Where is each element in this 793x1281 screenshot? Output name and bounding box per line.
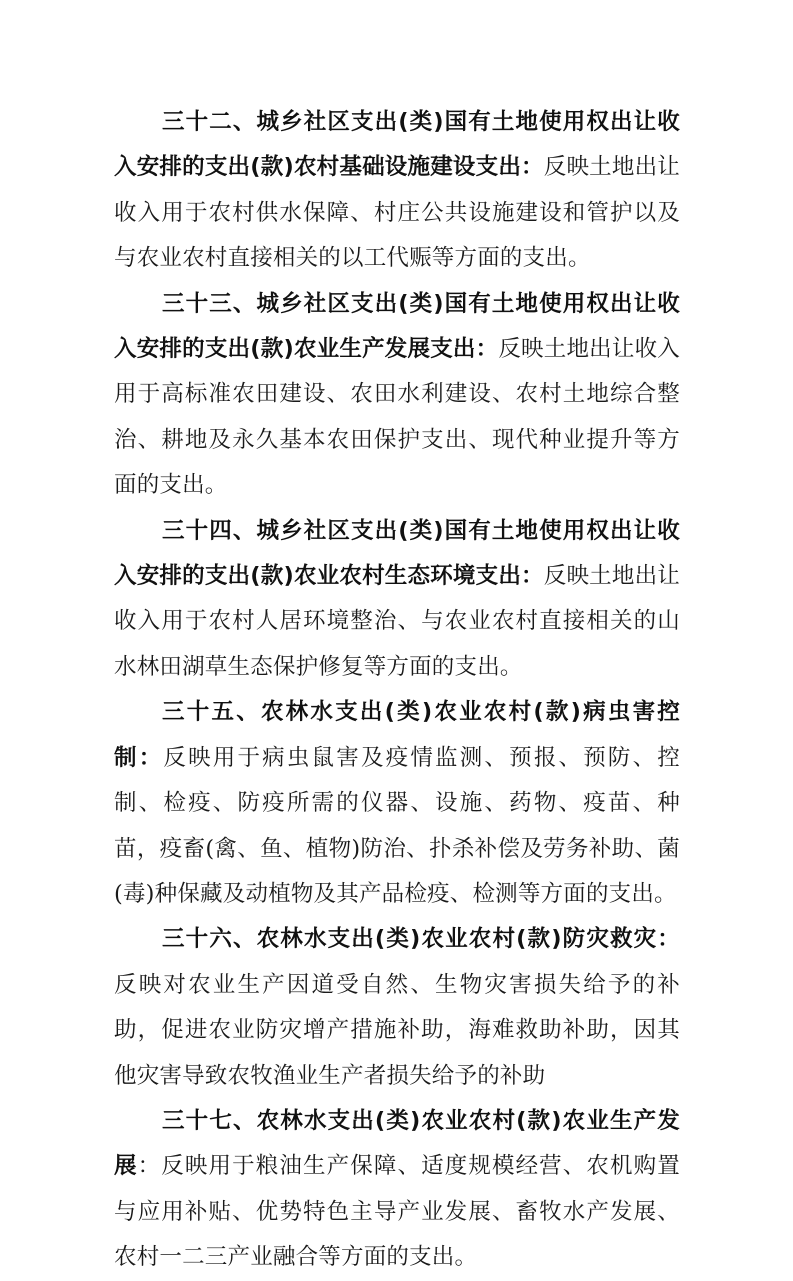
paragraph-35 (114, 690, 680, 917)
paragraph-heading: 三十二、城乡社区支出(类)国有土地使用权出让收入安排的支出(款)农村基础设施建设支出： (114, 109, 680, 181)
paragraph-text: 反映对农业生产因道受自然、生物灾害损失给予的补助，促进农业防灾增产措施补助，海难救助补助，因其他灾害导致农牧渔业生产者损失给予的补助 (114, 971, 680, 1089)
paragraph-text: 反映土地出让收入用于农村人居环境整治、与农业农村直接相关的山水林田湖草生态保护修复等方面的支出。 (114, 563, 680, 680)
paragraph-heading: 三十五、农林水支出(类)农业农村(款)病虫害控制： (114, 699, 680, 771)
paragraph-text: 反映土地出让收入用于农村供水保障、村庄公共设施建设和管护以及与农业农村直接相关的以工代赈等方面的支出。 (114, 154, 680, 272)
document-body (114, 100, 680, 1281)
paragraph-34 (114, 509, 680, 691)
paragraph-text: ：反映用于粮油生产保障、适度规模经营、农机购置与应用补贴、优势特色主导产业发展、畜牧水产发展、农村一二三产业融合等方面的支出。 (114, 1153, 680, 1271)
paragraph-heading: 三十三、城乡社区支出(类)国有土地使用权出让收入安排的支出(款)农业生产发展支出： (114, 290, 680, 363)
paragraph-37 (114, 1099, 680, 1281)
paragraph-heading: 三十七、农林水支出(类)农业农村(款)农业生产发展 (114, 1107, 680, 1180)
paragraph-text: 反映土地出让收入用于高标准农田建设、农田水利建设、农村土地综合整治、耕地及永久基本农田保护支出、现代种业提升等方面的支出。 (114, 336, 680, 499)
paragraph-32 (114, 100, 680, 282)
paragraph-33 (114, 282, 680, 509)
paragraph-36 (114, 917, 680, 1099)
paragraph-text: 反映用于病虫鼠害及疫情监测、预报、预防、控制、检疫、防疫所需的仪器、设施、药物、疫苗、种苗，疫畜(禽、鱼、植物)防治、扑杀补偿及劳务补助、菌(毒)种保藏及动植物及其产品检疫、检测等方面的支出。 (114, 744, 680, 907)
paragraph-heading: 三十六、农林水支出(类)农业农村(款)防灾救灾： (162, 926, 680, 953)
paragraph-heading: 三十四、城乡社区支出(类)国有土地使用权出让收入安排的支出(款)农业农村生态环境支出： (114, 517, 680, 590)
